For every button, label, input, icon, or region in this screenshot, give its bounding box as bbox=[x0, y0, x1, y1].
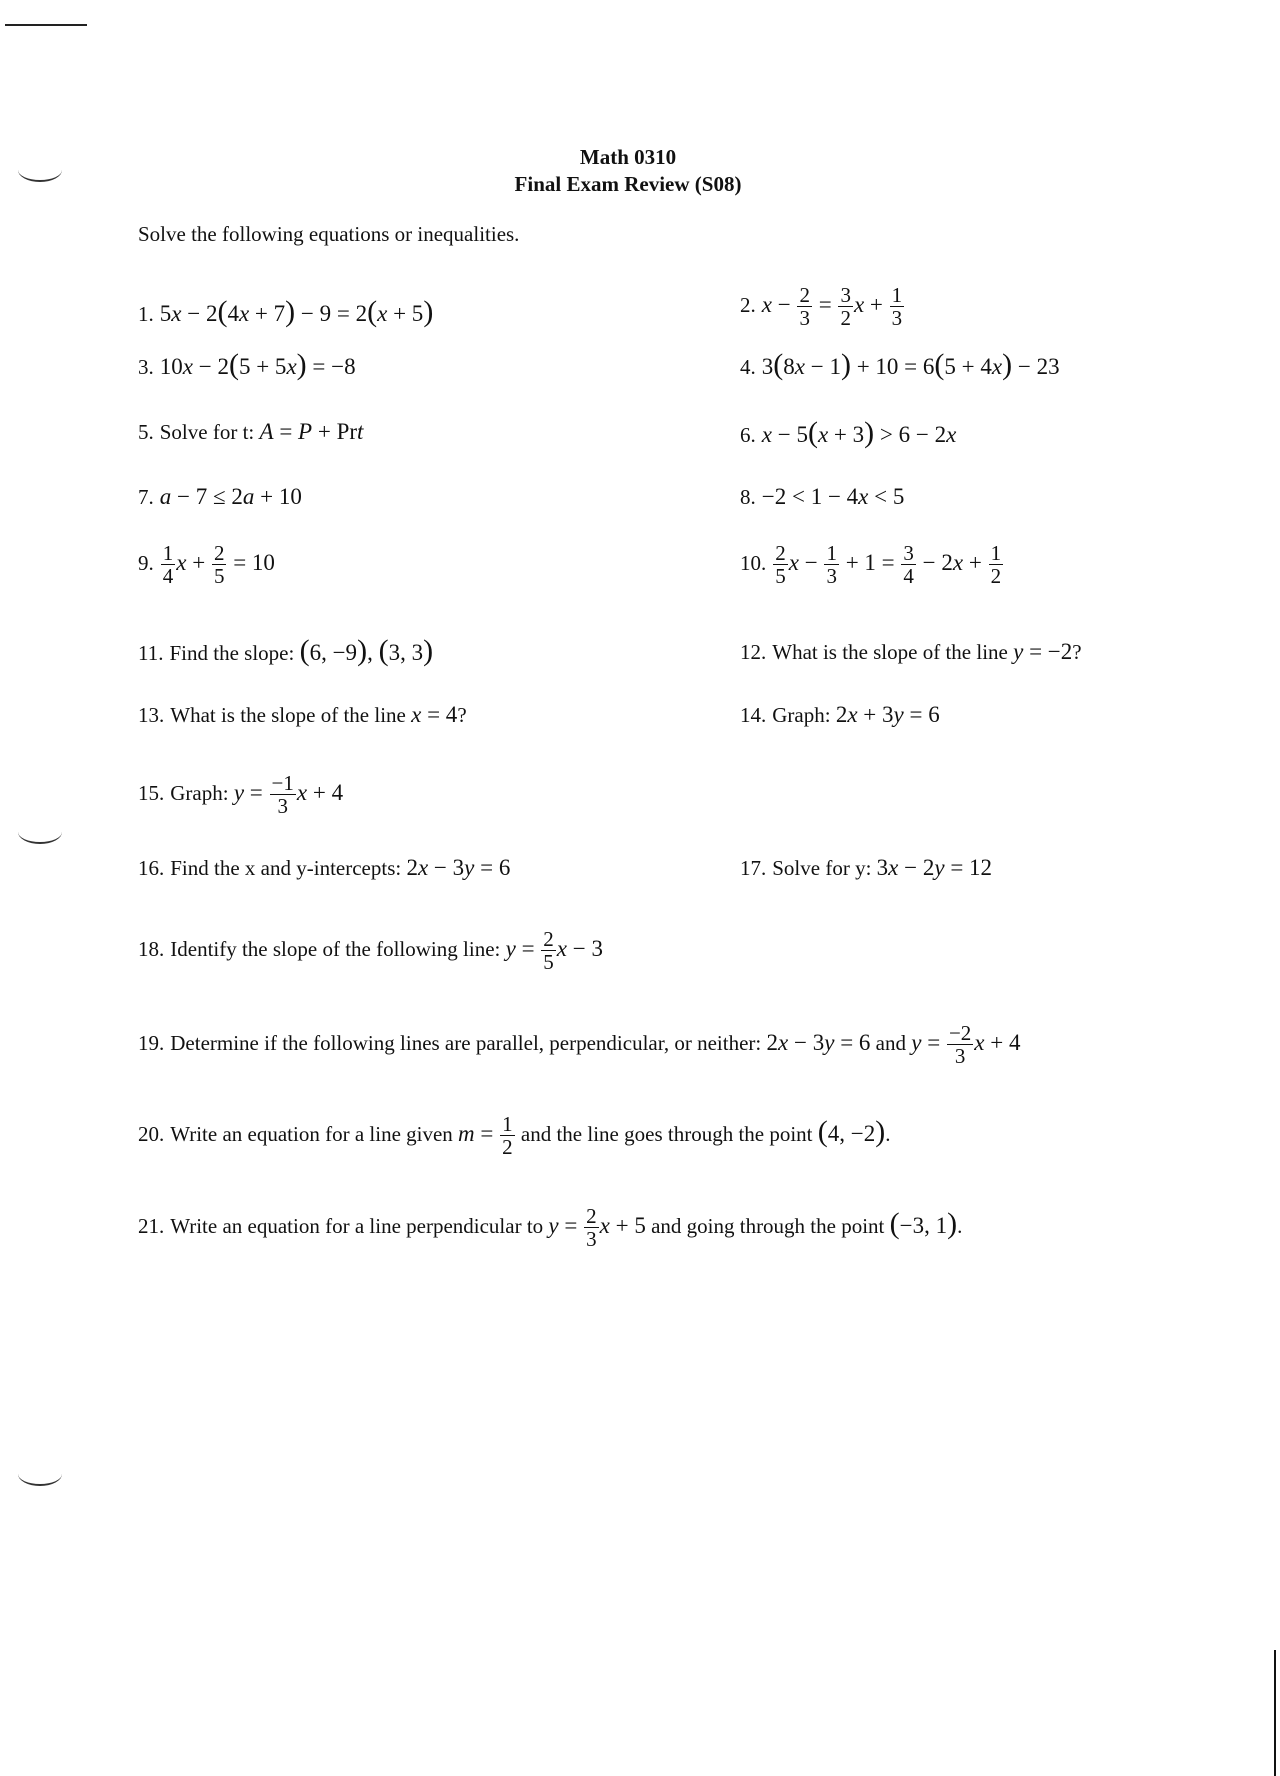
problem-number: 13. bbox=[138, 703, 165, 727]
problem-text: What is the slope of the line bbox=[772, 640, 1008, 664]
problem-15: 15. Graph: y = $\frac{-1}{3}$ x + 4 bbox=[138, 771, 344, 819]
problem-number: 3. bbox=[138, 355, 154, 379]
problem-number: 18. bbox=[138, 936, 165, 961]
problem-17: 17. Solve for y: 3x − 2y = 12 bbox=[740, 855, 993, 880]
problem-number: 16. bbox=[138, 856, 165, 880]
problem-text: Graph: bbox=[170, 780, 229, 805]
problem-text: Write an equation for a line given bbox=[170, 1121, 453, 1146]
problem-number: 17. bbox=[740, 856, 767, 880]
problem-12: 12. What is the slope of the line y = −2? bbox=[740, 639, 1082, 664]
problem-text: Determine if the following lines are parallel, perpendicular, or neither: bbox=[170, 1030, 762, 1055]
problem-8: 8. −2 < 1 − 4x < 5 bbox=[740, 484, 905, 509]
problem-18: 18. Identify the slope of the following line: y = $\frac{2}{5}$ x − 3 bbox=[138, 927, 603, 975]
problem-text: What is the slope of the line bbox=[170, 703, 406, 727]
problem-text: Identify the slope of the following line: bbox=[170, 936, 501, 961]
problem-7: 7. a − 7 ≤ 2a + 10 bbox=[138, 484, 302, 509]
problem-20: 20. Write an equation for a line given m = $\frac{1}{2}$ and the line goes through the point (4, −2). bbox=[138, 1112, 891, 1160]
problem-21: 21. Write an equation for a line perpendicular to y = $\frac{2}{3}$ x + 5 and going through the point (−3, 1). bbox=[138, 1204, 963, 1252]
problem-11: 11. Find the slope: (6, −9), (3, 3) bbox=[138, 634, 434, 667]
problem-text: Graph: bbox=[772, 703, 831, 727]
problem-13: 13. What is the slope of the line x = 4? bbox=[138, 702, 467, 727]
scan-mark-top-left bbox=[5, 24, 87, 26]
problem-text: Write an equation for a line perpendicular to bbox=[170, 1213, 544, 1238]
problem-number: 4. bbox=[740, 355, 756, 379]
scan-edge-right bbox=[1274, 1650, 1276, 1776]
problem-number: 5. bbox=[138, 420, 154, 444]
course-title: Math 0310 bbox=[579, 145, 677, 169]
page-title: Final Exam Review (S08) bbox=[514, 172, 742, 196]
binder-hole-2 bbox=[18, 820, 62, 844]
problem-number: 8. bbox=[740, 485, 756, 509]
problem-text: Solve for t: bbox=[159, 420, 255, 444]
problem-16: 16. Find the x and y-intercepts: 2x − 3y = 6 bbox=[138, 855, 511, 880]
problem-text: and bbox=[875, 1030, 906, 1055]
problem-14: 14. Graph: 2x + 3y = 6 bbox=[740, 702, 940, 727]
binder-hole-3 bbox=[18, 1462, 62, 1486]
problem-2: 2. x − $\frac{2}{3}$ = $\frac{3}{2}$ x + $\frac{1}{3}$ bbox=[740, 283, 903, 331]
problem-10: 10. $\frac{2}{5}$ x − $\frac{1}{3}$ + 1 = $\frac{3}{4}$ − 2x + $\frac{1}{2}$ bbox=[740, 541, 1002, 589]
problem-text: and the line goes through the point bbox=[520, 1121, 813, 1146]
problem-number: 20. bbox=[138, 1121, 165, 1146]
problem-number: 9. bbox=[138, 550, 154, 575]
problem-number: 21. bbox=[138, 1213, 165, 1238]
problem-1: 1. 5x − 2(4x + 7) − 9 = 2(x + 5) bbox=[138, 295, 434, 328]
problem-text: Find the x and y-intercepts: bbox=[170, 856, 402, 880]
problem-text: and going through the point bbox=[651, 1213, 885, 1238]
problem-number: 15. bbox=[138, 780, 165, 805]
problem-number: 19. bbox=[138, 1030, 165, 1055]
problem-19: 19. Determine if the following lines are parallel, perpendicular, or neither: 2x − 3y = 6 and y = $\frac{-2}{3}$ x + 4 bbox=[138, 1021, 1021, 1069]
problem-text: Solve for y: bbox=[772, 856, 872, 880]
problem-number: 12. bbox=[740, 640, 767, 664]
problem-number: 10. bbox=[740, 550, 767, 575]
problem-3: 3. 10x − 2(5 + 5x) = −8 bbox=[138, 348, 356, 381]
problem-number: 6. bbox=[740, 423, 756, 447]
problem-number: 14. bbox=[740, 703, 767, 727]
problem-text: Find the slope: bbox=[169, 641, 295, 665]
problem-number: 1. bbox=[138, 302, 154, 326]
problem-6: 6. x − 5(x + 3) > 6 − 2x bbox=[740, 416, 957, 449]
problem-number: 11. bbox=[138, 641, 164, 665]
problem-number: 2. bbox=[740, 292, 756, 317]
problem-5: 5. Solve for t: A = P + Prt bbox=[138, 419, 364, 444]
problem-4: 4. 3(8x − 1) + 10 = 6(5 + 4x) − 23 bbox=[740, 348, 1060, 381]
problem-number: 7. bbox=[138, 485, 154, 509]
problem-9: 9. $\frac{1}{4}$ x + $\frac{2}{5}$ = 10 bbox=[138, 541, 275, 589]
instructions: Solve the following equations or inequalities. bbox=[138, 222, 520, 246]
